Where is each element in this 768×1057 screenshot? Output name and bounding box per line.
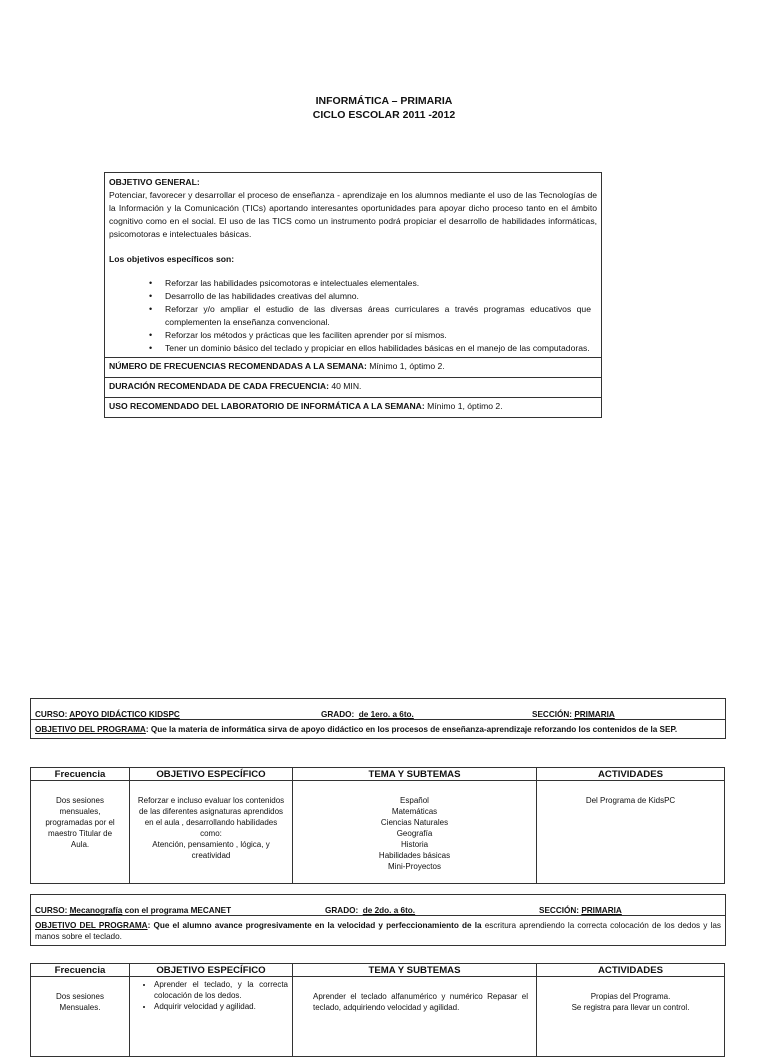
general-objective-box <box>104 172 602 418</box>
grade-field: GRADO: de 1ero. a 6to. <box>321 710 414 719</box>
list-item: Geografía <box>396 829 433 838</box>
column-header: OBJETIVO ESPECÍFICO <box>130 768 293 781</box>
frequency-row <box>105 357 601 377</box>
list-item: • Tener un dominio básico del teclado y propiciar en ellos habilidades básicas en el manejo de las computadoras. <box>165 342 591 355</box>
duration-label: DURACIÓN RECOMENDADA DE CADA FRECUENCIA: <box>109 380 329 391</box>
list-item: Español <box>400 796 429 805</box>
specific-objective-cell <box>130 977 293 1057</box>
section-field: SECCIÓN: PRIMARIA <box>539 906 622 915</box>
frequency-value: Mínimo 1, óptimo 2. <box>366 360 445 371</box>
list-item: • Reforzar los métodos y prácticas que les faciliten aprender por sí mismos. <box>165 329 591 342</box>
program-objective: OBJETIVO DEL PROGRAMA: Que el alumno avance progresivamente en la velocidad y perfeccionamiento de la escritura aprendiendo la correcta colocación de los dedos y las manos sobre el teclado. <box>35 921 721 941</box>
program-objective: OBJETIVO DEL PROGRAMA: Que la materia de informática sirva de apoyo didáctico en los procesos de enseñanza-aprendizaje reforzando los contenidos de la SEP. <box>35 725 678 734</box>
list-item: Matemáticas <box>391 807 438 816</box>
list-item: Habilidades básicas <box>378 851 451 860</box>
topics-cell <box>293 781 537 884</box>
frequency-cell: Dos sesiones Mensuales. <box>31 977 130 1057</box>
column-header: OBJETIVO ESPECÍFICO <box>130 964 293 977</box>
column-header: TEMA Y SUBTEMAS <box>293 768 537 781</box>
course-kidspc-table <box>30 767 725 884</box>
school-year: CICLO ESCOLAR 2011 -2012 <box>312 109 456 121</box>
course-field: CURSO: APOYO DIDÁCTICO KIDSPC <box>35 710 180 719</box>
lab-usage-value: Mínimo 1, óptimo 2. <box>424 400 503 411</box>
list-item: • Aprender el teclado, y la correcta colocación de los dedos. <box>154 979 288 1001</box>
list-item: Mini-Proyectos <box>388 862 441 871</box>
lab-usage-label: USO RECOMENDADO DEL LABORATORIO DE INFORMÁTICA A LA SEMANA: <box>109 400 425 411</box>
topics-cell: Aprender el teclado alfanumérico y numérico Repasar el teclado, adquiriendo velocidad y agilidad. <box>293 977 537 1057</box>
specific-objectives-heading: Los objetivos específicos son: <box>109 253 235 264</box>
activities-cell: Propias del Programa. Se registra para llevar un control. <box>537 977 725 1057</box>
duration-row <box>105 377 601 397</box>
column-header: Frecuencia <box>31 964 130 977</box>
frequency-cell: Dos sesiones mensuales, programadas por el maestro Titular de Aula. <box>31 781 130 884</box>
specific-objective-cell: Reforzar e incluso evaluar los contenidos de las diferentes asignaturas aprendidos en el aula , desarrollando habilidades como: Atención, pensamiento , lógica, y creatividad <box>130 781 293 884</box>
column-header: ACTIVIDADES <box>537 768 725 781</box>
column-header: TEMA Y SUBTEMAS <box>293 964 537 977</box>
list-item: Ciencias Naturales <box>380 818 449 827</box>
column-header: ACTIVIDADES <box>537 964 725 977</box>
activities-cell: Del Programa de KidsPC <box>537 781 725 884</box>
course-mecanet-table <box>30 963 725 1057</box>
list-item: • Reforzar y/o ampliar el estudio de las diversas áreas curriculares a través programas educativos que complementen la enseñanza convencional. <box>165 303 591 329</box>
duration-value: 40 MIN. <box>328 380 362 391</box>
course-mecanet-header <box>30 894 726 946</box>
lab-usage-row <box>105 397 601 417</box>
column-header: Frecuencia <box>31 768 130 781</box>
general-objective-text: Potenciar, favorecer y desarrollar el proceso de enseñanza - aprendizaje en los alumnos mediante el uso de las Tecnologías de la Información y la Comunicación (TICs) aportando interesantes oportunidades para apoyar dicho proceso tanto en el ámbito cognitivo como en el social. El uso de las TICS como un instrumento podrá propiciar el desarrollo de habilidades informáticas, psicomotoras e intelectuales básicas. <box>109 189 597 239</box>
course-kidspc-header <box>30 698 726 739</box>
grade-field: GRADO: de 2do. a 6to. <box>325 906 416 915</box>
course-field: CURSO: Mecanografía con el programa MECANET <box>35 906 232 915</box>
specific-objectives-list <box>109 277 597 354</box>
list-item: • Desarrollo de las habilidades creativas del alumno. <box>165 290 591 303</box>
list-item: • Reforzar las habilidades psicomotoras e intelectuales elementales. <box>165 277 591 290</box>
general-objective-heading: OBJETIVO GENERAL: <box>109 177 200 187</box>
list-item: Historia <box>400 840 429 849</box>
frequency-label: NÚMERO DE FRECUENCIAS RECOMENDADAS A LA SEMANA: <box>109 360 367 371</box>
section-field: SECCIÓN: PRIMARIA <box>532 710 615 719</box>
list-item: • Adquirir velocidad y agilidad. <box>154 1001 288 1012</box>
document-title: INFORMÁTICA – PRIMARIA <box>315 95 453 107</box>
